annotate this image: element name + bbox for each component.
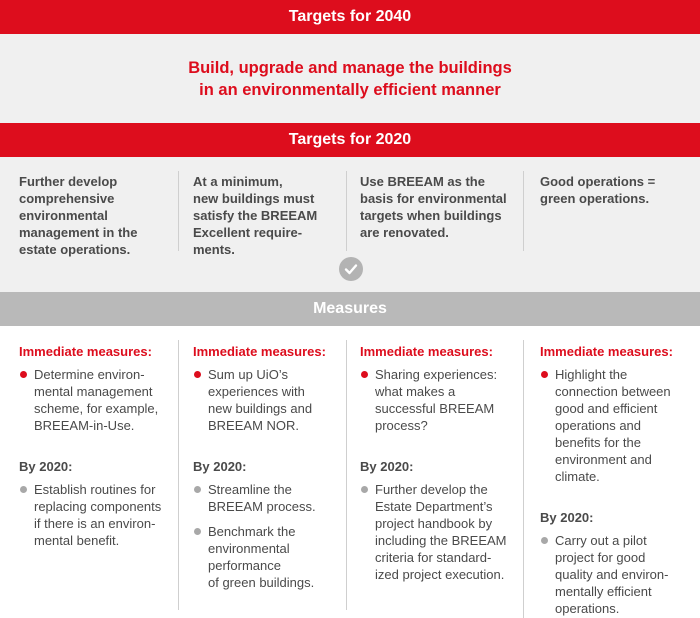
- red-bullet-icon: [541, 371, 548, 378]
- grey-bullet-icon: [194, 528, 201, 535]
- measures-column-3: [360, 343, 507, 583]
- item-text-line: successful BREEAM: [375, 401, 495, 416]
- item-text-line: Highlight the: [555, 367, 628, 382]
- measures-column-2: [193, 343, 326, 591]
- targets-2020-panel: [0, 157, 700, 292]
- targets-2040-title: Targets for 2040: [288, 8, 412, 25]
- item-text-line: project for good: [555, 550, 646, 565]
- list-item: [360, 481, 507, 583]
- column-divider: [178, 340, 179, 610]
- item-text-line: Establish routines for: [34, 482, 156, 497]
- column-divider: [346, 171, 347, 251]
- red-bullet-icon: [194, 371, 201, 378]
- item-text-line: ized project execution.: [375, 567, 505, 582]
- list-item: [193, 366, 326, 434]
- target-column-4: [540, 173, 655, 207]
- target-text-line: management in the: [19, 225, 138, 240]
- item-text-line: including the BREEAM: [375, 533, 507, 548]
- item-text-line: experiences with: [208, 384, 305, 399]
- target-text-line: green operations.: [540, 191, 650, 206]
- column-divider: [523, 340, 524, 618]
- target-text-line: new buildings must: [193, 191, 315, 206]
- item-text-line: Carry out a pilot: [555, 533, 647, 548]
- targets-2020-header: [0, 123, 700, 157]
- item-text-line: replacing components: [34, 499, 162, 514]
- column-divider: [178, 171, 179, 251]
- measures-header: [0, 292, 700, 326]
- column-divider: [523, 171, 524, 251]
- list-item: [360, 366, 507, 434]
- measures-column-4: [540, 343, 673, 617]
- checkmark-icon: [343, 261, 359, 277]
- target-text-line: Further develop: [19, 174, 118, 189]
- item-text-line: project handbook by: [375, 516, 493, 531]
- target-text-line: At a minimum,: [193, 174, 283, 189]
- item-text-line: Estate Department’s: [375, 499, 493, 514]
- item-text-line: environment and: [555, 452, 652, 467]
- item-text-line: benefits for the: [555, 435, 641, 450]
- item-text-line: good and efficient: [555, 401, 658, 416]
- item-text-line: climate.: [555, 469, 600, 484]
- target-column-3: [360, 173, 507, 241]
- item-text-line: environmental: [208, 541, 290, 556]
- list-item: [540, 532, 673, 617]
- measures-panel: [0, 326, 700, 618]
- grey-bullet-icon: [20, 486, 27, 493]
- list-item: [193, 481, 326, 515]
- item-text-line: if there is an environ-: [34, 516, 156, 531]
- targets-2040-header: [0, 0, 700, 34]
- grey-bullet-icon: [541, 537, 548, 544]
- item-text-line: mentally efficient: [555, 584, 652, 599]
- item-text-line: operations.: [555, 601, 620, 616]
- item-text-line: mental benefit.: [34, 533, 120, 548]
- immediate-measures-label: Immediate measures:: [19, 344, 152, 359]
- item-text-line: Sum up UiO’s: [208, 367, 288, 382]
- target-text-line: Excellent require-: [193, 225, 303, 240]
- by-2020-label: By 2020:: [19, 459, 73, 474]
- target-text-line: are renovated.: [360, 225, 449, 240]
- check-circle-icon: [339, 257, 363, 281]
- item-text-line: operations and: [555, 418, 642, 433]
- list-item: [19, 366, 161, 434]
- item-text-line: BREEAM process.: [208, 499, 316, 514]
- measures-title: Measures: [313, 300, 387, 317]
- immediate-measures-label: Immediate measures:: [193, 344, 326, 359]
- red-bullet-icon: [361, 371, 368, 378]
- target-text-line: estate operations.: [19, 242, 131, 257]
- item-text-line: new buildings and: [208, 401, 313, 416]
- target-text-line: ments.: [193, 242, 235, 257]
- item-text-line: Determine environ-: [34, 367, 145, 382]
- grey-bullet-icon: [361, 486, 368, 493]
- grey-bullet-icon: [194, 486, 201, 493]
- red-bullet-icon: [20, 371, 27, 378]
- item-text-line: of green buildings.: [208, 575, 315, 590]
- target-text-line: Use BREEAM as the: [360, 174, 485, 189]
- item-text-line: performance: [208, 558, 281, 573]
- target-text-line: Good operations =: [540, 174, 656, 189]
- item-text-line: BREEAM NOR.: [208, 418, 300, 433]
- target-text-line: basis for environmental: [360, 191, 507, 206]
- item-text-line: Sharing experiences:: [375, 367, 498, 382]
- goal-2040-line: in an environmentally efficient manner: [199, 80, 501, 99]
- targets-2020-title: Targets for 2020: [288, 131, 412, 148]
- immediate-measures-label: Immediate measures:: [540, 344, 673, 359]
- target-column-2: [193, 173, 317, 258]
- list-item: [19, 481, 161, 549]
- target-column-1: [19, 173, 137, 258]
- target-text-line: targets when buildings: [360, 208, 502, 223]
- item-text-line: Further develop the: [375, 482, 488, 497]
- item-text-line: BREEAM-in-Use.: [34, 418, 135, 433]
- goal-2040-line: Build, upgrade and manage the buildings: [188, 58, 512, 77]
- list-item: [540, 366, 673, 485]
- item-text-line: Streamline the: [208, 482, 292, 497]
- target-text-line: satisfy the BREEAM: [193, 208, 318, 223]
- by-2020-label: By 2020:: [193, 459, 247, 474]
- column-divider: [346, 340, 347, 610]
- item-text-line: what makes a: [375, 384, 456, 399]
- target-text-line: comprehensive: [19, 191, 115, 206]
- by-2020-label: By 2020:: [540, 510, 594, 525]
- by-2020-label: By 2020:: [360, 459, 414, 474]
- item-text-line: criteria for standard-: [375, 550, 492, 565]
- target-text-line: environmental: [19, 208, 108, 223]
- item-text-line: quality and environ-: [555, 567, 669, 582]
- item-text-line: process?: [375, 418, 428, 433]
- item-text-line: Benchmark the: [208, 524, 296, 539]
- item-text-line: mental management: [34, 384, 153, 399]
- item-text-line: connection between: [555, 384, 671, 399]
- measures-column-1: [19, 343, 161, 549]
- list-item: [193, 523, 326, 591]
- goal-2040-box: [0, 34, 700, 123]
- item-text-line: scheme, for example,: [34, 401, 159, 416]
- immediate-measures-label: Immediate measures:: [360, 344, 493, 359]
